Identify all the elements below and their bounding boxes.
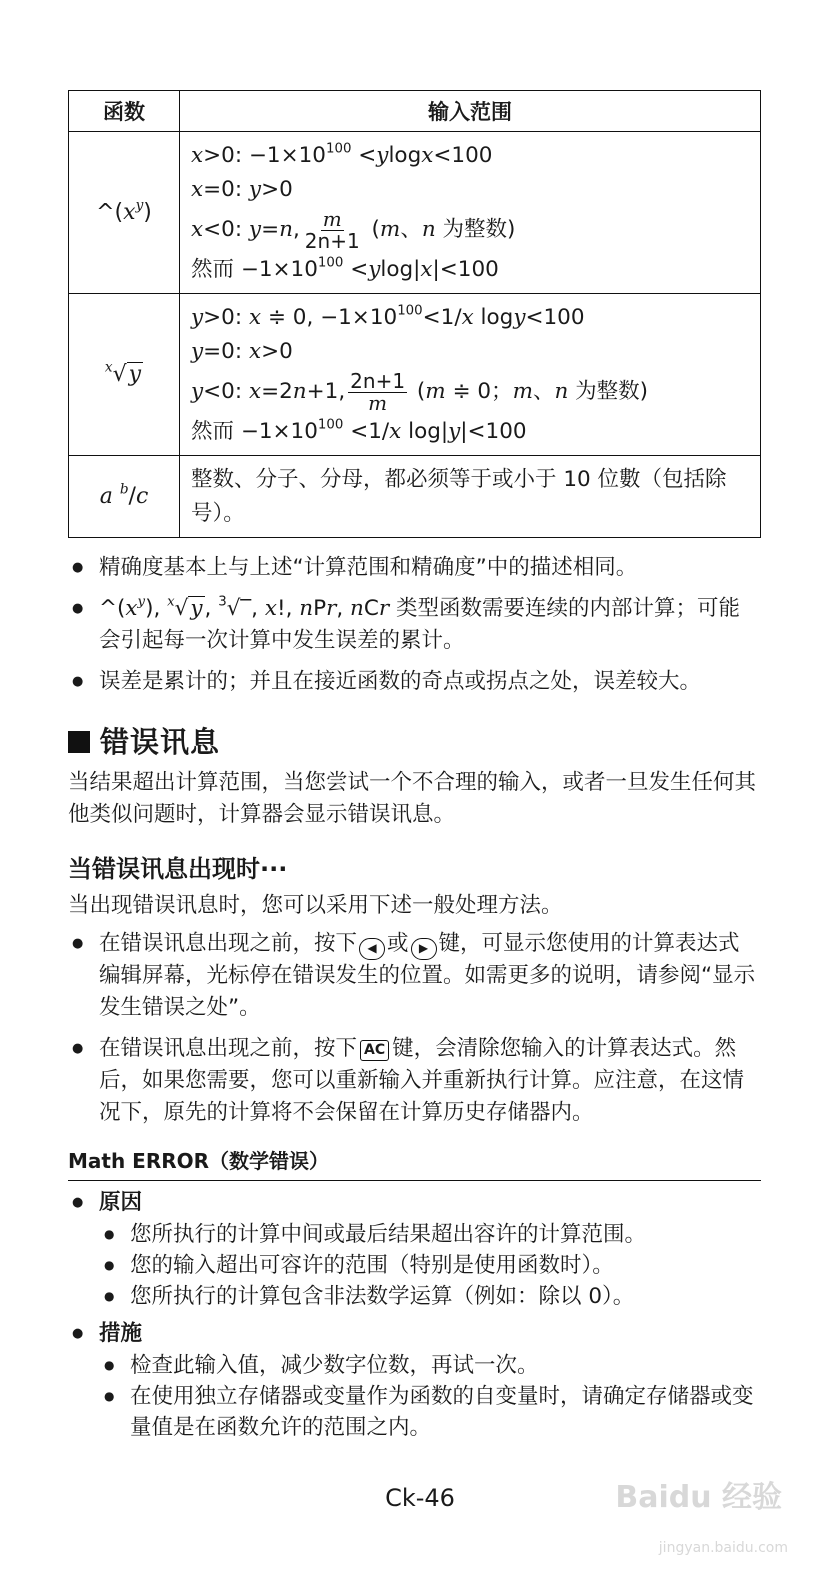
range-line: y<0: x=2n+1, $\frac{2n+1}{m}$ (m ≑ 0；m、n 为整数) xyxy=(191,368,649,415)
left-arrow-key-icon: ◀ xyxy=(359,938,385,960)
watermark-url: jingyan.baidu.com xyxy=(658,1540,788,1556)
list-item: ● 误差是累计的；并且在接近函数的奇点或拐点之处，误差较大。 xyxy=(68,666,761,698)
notes-list xyxy=(68,552,761,698)
table-header-row xyxy=(69,91,761,132)
action-list xyxy=(68,1350,761,1443)
header-input-range: 输入范围 xyxy=(180,91,761,132)
range-line: y=0: x>0 xyxy=(191,339,293,364)
table-row xyxy=(69,132,761,294)
error-handling-list xyxy=(68,928,761,1129)
list-item: ● 您所执行的计算中间或最后结果超出容许的计算范围。 xyxy=(130,1219,761,1250)
subsection-title: 当错误讯息出现时··· xyxy=(68,855,288,883)
right-arrow-key-icon: ▶ xyxy=(411,938,437,960)
range-line: 然而 $-1\times 10^{100} <1/x$ log|y|<100 xyxy=(191,417,527,444)
input-range-table xyxy=(68,90,761,538)
ac-key-icon: AC xyxy=(360,1040,389,1061)
list-item: ● 在使用独立存储器或变量作为函数的自变量时，请确定存储器或变量值是在函数允许的范围之内。 xyxy=(130,1381,761,1443)
action-label: ● 措施 xyxy=(68,1318,761,1350)
square-bullet-icon xyxy=(68,731,90,753)
math-error-heading: Math ERROR（数学错误） xyxy=(68,1145,761,1181)
fraction: $\frac{2n+1}{m}$ xyxy=(350,368,406,415)
list-item: ● $\^{}(x^y)$, $^x$√y, $^3$√‾, x!, nPr, nCr 类型函数需要连续的内部计算；可能会引起每一次计算中发生误差的累计。 xyxy=(68,593,761,657)
function-root: $^x$√y xyxy=(69,294,180,456)
range-line: y>0: x ≑ 0, $-1\times 10^{100}<1/x$ logy<100 xyxy=(191,303,585,330)
range-power xyxy=(180,132,761,294)
cube-root-icon: √‾ xyxy=(226,596,252,621)
range-line: x>0: $-1\times 10^{100} <ylogx<100$ xyxy=(191,141,493,168)
page-content xyxy=(68,90,761,1443)
function-power: $\^{}(x^y)$ xyxy=(69,132,180,294)
function-fraction: a $^b$/c xyxy=(69,456,180,538)
list-item: ● 检查此输入值，减少数字位数，再试一次。 xyxy=(130,1350,761,1381)
cause-label: ● 原因 xyxy=(68,1187,761,1219)
subsection-intro: 当出现错误讯息时，您可以采用下述一般处理方法。 xyxy=(68,893,563,918)
section-intro: 当结果超出计算范围，当您尝试一个不合理的输入，或者一旦发生任何其他类似问题时，计算器会显示错误讯息。 xyxy=(68,770,757,827)
fraction: $\frac{m}{2n+1}$ xyxy=(304,206,360,253)
list-item: ● 在错误讯息出现之前，按下 AC 键，会清除您输入的计算表达式。然后，如果您需要，您可以重新输入并重新执行计算。应注意，在这情况下，原先的计算将不会保留在计算历史存储器内。 xyxy=(68,1033,761,1129)
page-number: Ck-46 xyxy=(385,1484,455,1512)
cause-list xyxy=(68,1219,761,1312)
range-line: 然而 $-1\times 10^{100} <ylog|x|<100$ xyxy=(191,255,499,282)
range-fraction: 整数、分子、分母，都必须等于或小于 10 位數（包括除号）。 xyxy=(180,456,761,538)
list-item: ● 精确度基本上与上述“计算范围和精确度”中的描述相同。 xyxy=(68,552,761,584)
radical-icon: √ xyxy=(174,596,189,621)
table-row xyxy=(69,456,761,538)
range-line: x<0: y=n, $\frac{m}{2n+1}$ (m、n 为整数) xyxy=(191,206,516,253)
range-root xyxy=(180,294,761,456)
header-function: 函数 xyxy=(69,91,180,132)
list-item: ● 在错误讯息出现之前，按下 ◀ 或 ▶ 键，可显示您使用的计算表达式编辑屏幕，光标停在错误发生的位置。如需更多的说明，请参阅“显示发生错误之处”。 xyxy=(68,928,761,1024)
range-line: x=0: y>0 xyxy=(191,177,293,202)
list-item: ● 您的输入超出可容许的范围（特别是使用函数时）。 xyxy=(130,1250,761,1281)
watermark-logo: Baidu 经验 xyxy=(615,1480,782,1515)
section-title: 错误讯息 xyxy=(68,720,761,761)
table-row xyxy=(69,294,761,456)
list-item: ● 您所执行的计算包含非法数学运算（例如：除以 0）。 xyxy=(130,1281,761,1312)
radical-icon: √ xyxy=(112,361,127,387)
